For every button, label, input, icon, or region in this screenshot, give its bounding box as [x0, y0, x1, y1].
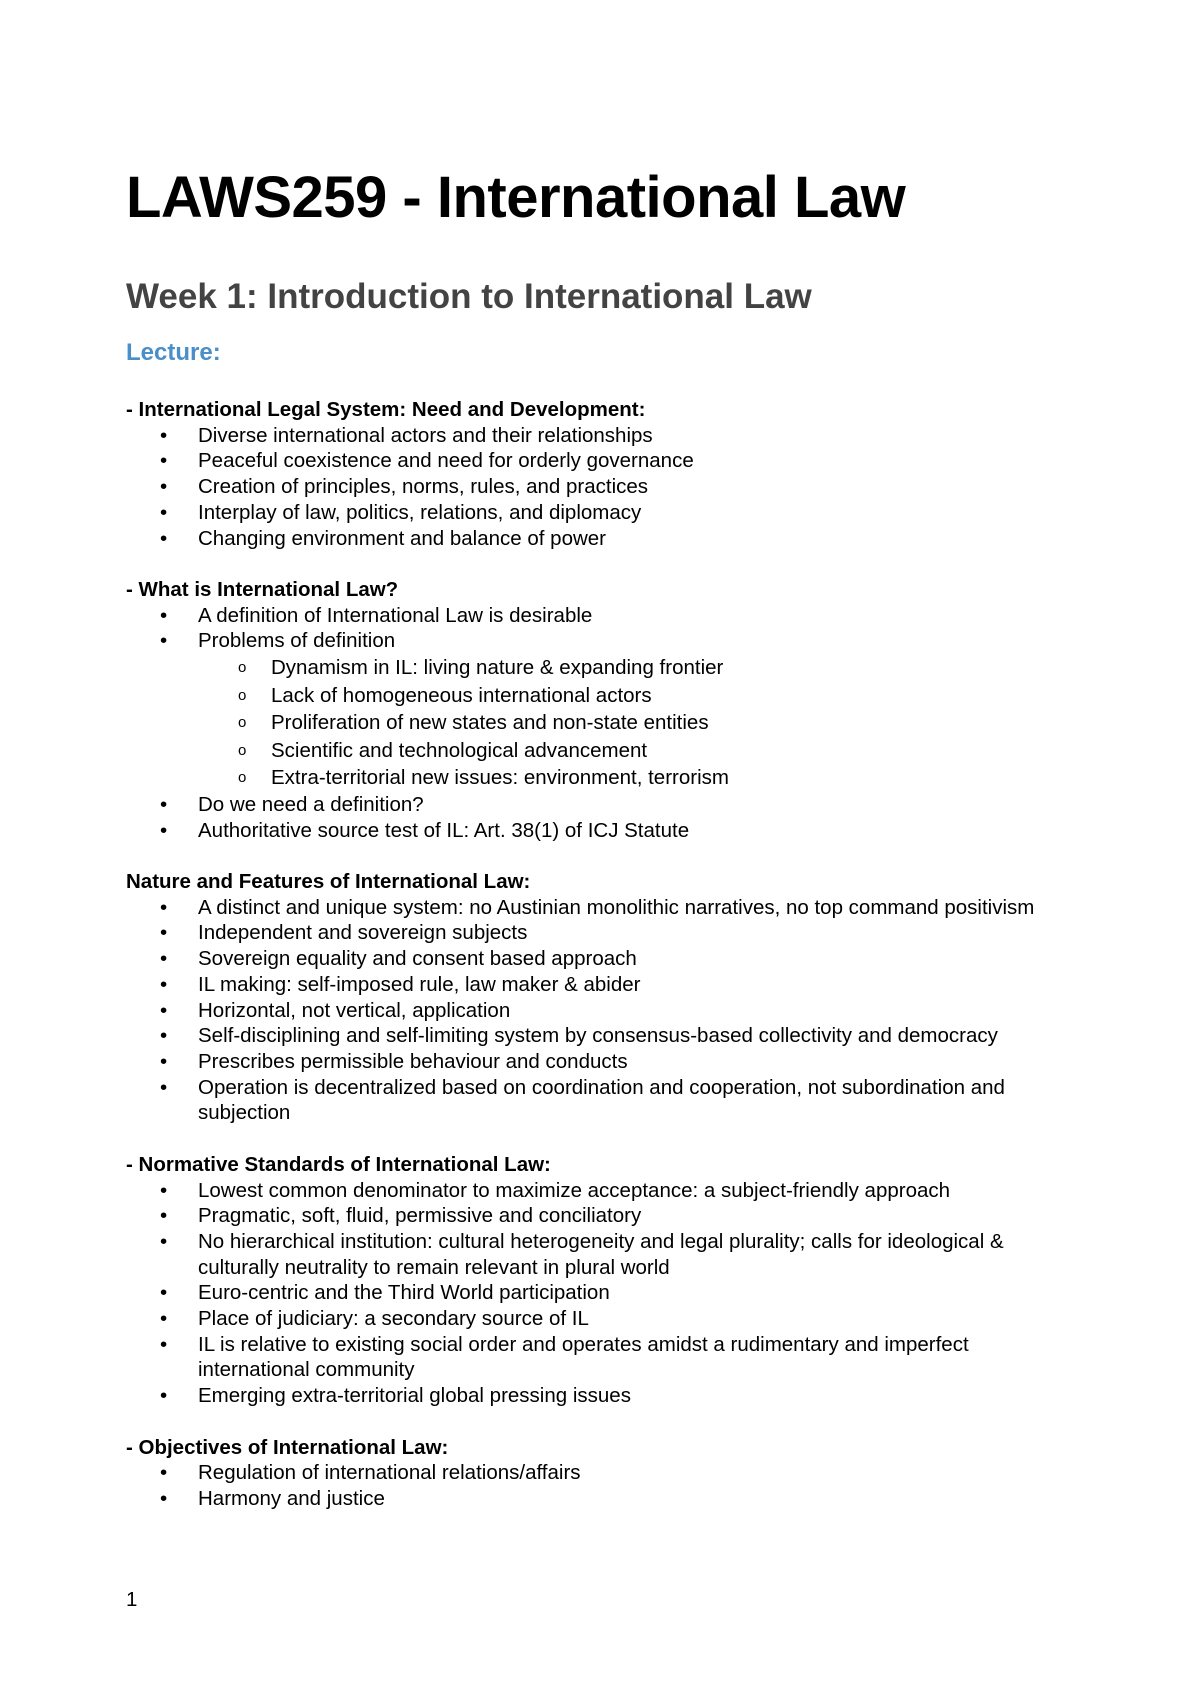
- circle-bullet-icon: o: [238, 769, 247, 787]
- bullet-list: [126, 423, 1086, 552]
- list-item-text: Euro-centric and the Third World participation: [198, 1281, 610, 1305]
- list-item-text: Problems of definition: [198, 629, 396, 653]
- list-item: [160, 1486, 1086, 1512]
- list-item-text: Self-disciplining and self-limiting system by consensus-based collectivity and democracy: [198, 1024, 998, 1048]
- list-item: [160, 628, 1086, 792]
- section-heading: Nature and Features of International Law:: [126, 870, 531, 894]
- list-item-text: Emerging extra-territorial global pressing issues: [198, 1384, 631, 1408]
- circle-bullet-icon: o: [238, 714, 247, 732]
- bullet-icon: •: [160, 629, 168, 653]
- bullet-icon: •: [160, 1024, 168, 1048]
- list-item-text: Horizontal, not vertical, application: [198, 998, 511, 1022]
- bullet-list: [126, 1178, 1086, 1409]
- sub-list-item: [238, 682, 1086, 710]
- list-item: [160, 423, 1086, 449]
- notes-section: [126, 577, 1086, 843]
- list-item-text: Prescribes permissible behaviour and conducts: [198, 1050, 628, 1073]
- sub-list-item-text: Proliferation of new states and non-state entities: [271, 711, 709, 735]
- bullet-icon: •: [160, 1178, 168, 1202]
- list-item: [160, 895, 1086, 921]
- list-item-text: Peaceful coexistence and need for orderly governance: [198, 449, 694, 473]
- list-item: [160, 1203, 1086, 1229]
- sub-list-item-text: Extra-territorial new issues: environment, terrorism: [271, 766, 729, 790]
- bullet-icon: •: [160, 449, 168, 473]
- bullet-icon: •: [160, 1281, 168, 1305]
- list-item: [160, 1023, 1086, 1049]
- list-item: [160, 920, 1086, 946]
- list-item: [160, 818, 1086, 844]
- notes-section: [126, 869, 1086, 1126]
- list-item: [160, 474, 1086, 500]
- sub-list-item: [238, 709, 1086, 737]
- bullet-icon: •: [160, 526, 168, 550]
- list-item: [160, 1306, 1086, 1332]
- bullet-icon: •: [160, 895, 168, 919]
- bullet-icon: •: [160, 423, 168, 447]
- list-item: [160, 1178, 1086, 1204]
- notes-section: [126, 397, 1086, 551]
- bullet-icon: •: [160, 972, 168, 996]
- list-item-text: Diverse international actors and their relationships: [198, 423, 653, 447]
- sub-list-item: [238, 764, 1086, 792]
- list-item-text: Place of judiciary: a secondary source of IL: [198, 1307, 589, 1331]
- week-heading: Week 1: Introduction to International Law: [126, 277, 812, 316]
- list-item-text: No hierarchical institution: cultural heterogeneity and legal plurality; calls for ideological & culturally neutrality to remain relevant in plural world: [198, 1229, 1004, 1279]
- sub-list-item-text: Scientific and technological advancement: [271, 738, 648, 762]
- bullet-icon: •: [160, 1229, 168, 1253]
- section-heading: - Normative Standards of International Law:: [126, 1152, 551, 1176]
- list-item: [160, 972, 1086, 998]
- list-item: [160, 946, 1086, 972]
- list-item: [160, 526, 1086, 552]
- list-item: [160, 1280, 1086, 1306]
- list-item: [160, 603, 1086, 629]
- list-item-text: IL is relative to existing social order and operates amidst a rudimentary and imperfect international community: [198, 1332, 969, 1382]
- list-item-text: Harmony and justice: [198, 1486, 385, 1510]
- list-item-text: Regulation of international relations/affairs: [198, 1461, 581, 1485]
- sub-list-item: [238, 654, 1086, 682]
- list-item: [160, 1460, 1086, 1486]
- bullet-icon: •: [160, 500, 168, 524]
- list-item-text: Authoritative source test of IL: Art. 38(1) of ICJ Statute: [198, 818, 690, 842]
- list-item-text: IL making: self-imposed rule, law maker & abider: [198, 972, 641, 996]
- bullet-icon: •: [160, 1332, 168, 1356]
- section-heading: - International Legal System: Need and Development:: [126, 398, 646, 421]
- bullet-icon: •: [160, 1461, 168, 1485]
- sub-list-item: [238, 737, 1086, 765]
- sub-list-item-text: Dynamism in IL: living nature & expanding frontier: [271, 656, 724, 680]
- list-item: [160, 998, 1086, 1024]
- list-item-text: Creation of principles, norms, rules, and practices: [198, 475, 649, 499]
- list-item-text: A definition of International Law is desirable: [198, 603, 593, 627]
- bullet-icon: •: [160, 947, 168, 971]
- notes-section: [126, 1152, 1086, 1409]
- list-item: [160, 1332, 1086, 1383]
- sub-bullet-list: [198, 654, 1086, 792]
- list-item: [160, 1049, 1086, 1075]
- list-item: [160, 500, 1086, 526]
- list-item: [160, 1075, 1086, 1126]
- circle-bullet-icon: o: [238, 686, 247, 704]
- bullet-icon: •: [160, 792, 168, 816]
- section-heading: - Objectives of International Law:: [126, 1435, 449, 1459]
- bullet-icon: •: [160, 1075, 168, 1099]
- list-item-text: Changing environment and balance of power: [198, 526, 606, 550]
- list-item-text: Lowest common denominator to maximize acceptance: a subject-friendly approach: [198, 1178, 951, 1202]
- list-item-text: Sovereign equality and consent based approach: [198, 947, 637, 971]
- bullet-icon: •: [160, 1307, 168, 1331]
- bullet-icon: •: [160, 1204, 168, 1228]
- list-item-text: Pragmatic, soft, fluid, permissive and conciliatory: [198, 1204, 642, 1228]
- section-heading: - What is International Law?: [126, 577, 399, 601]
- document-title: LAWS259 - International Law: [126, 165, 906, 230]
- notes-section: [126, 1435, 1086, 1512]
- bullet-icon: •: [160, 921, 168, 945]
- list-item: [160, 792, 1086, 818]
- bullet-list: [126, 1460, 1086, 1511]
- list-item-text: A distinct and unique system: no Austinian monolithic narratives, no top command positivism: [198, 895, 1035, 919]
- list-item-text: Operation is decentralized based on coordination and cooperation, not subordination and subjection: [198, 1075, 1005, 1125]
- lecture-heading: Lecture:: [126, 339, 221, 366]
- bullet-icon: •: [160, 998, 168, 1022]
- sub-list-item-text: Lack of homogeneous international actors: [271, 683, 652, 707]
- bullet-icon: •: [160, 475, 168, 499]
- bullet-icon: •: [160, 1050, 168, 1073]
- bullet-list: [126, 895, 1086, 1126]
- list-item: [160, 1229, 1086, 1280]
- list-item: [160, 448, 1086, 474]
- circle-bullet-icon: o: [238, 741, 247, 759]
- bullet-icon: •: [160, 603, 168, 627]
- list-item-text: Do we need a definition?: [198, 792, 424, 816]
- bullet-icon: •: [160, 1486, 168, 1510]
- list-item: [160, 1383, 1086, 1409]
- list-item-text: Independent and sovereign subjects: [198, 921, 528, 945]
- bullet-list: [126, 603, 1086, 844]
- bullet-icon: •: [160, 1384, 168, 1408]
- page-number: 1: [126, 1588, 138, 1611]
- circle-bullet-icon: o: [238, 659, 247, 677]
- bullet-icon: •: [160, 818, 168, 842]
- notes-content: [126, 397, 1086, 1537]
- list-item-text: Interplay of law, politics, relations, and diplomacy: [198, 500, 642, 524]
